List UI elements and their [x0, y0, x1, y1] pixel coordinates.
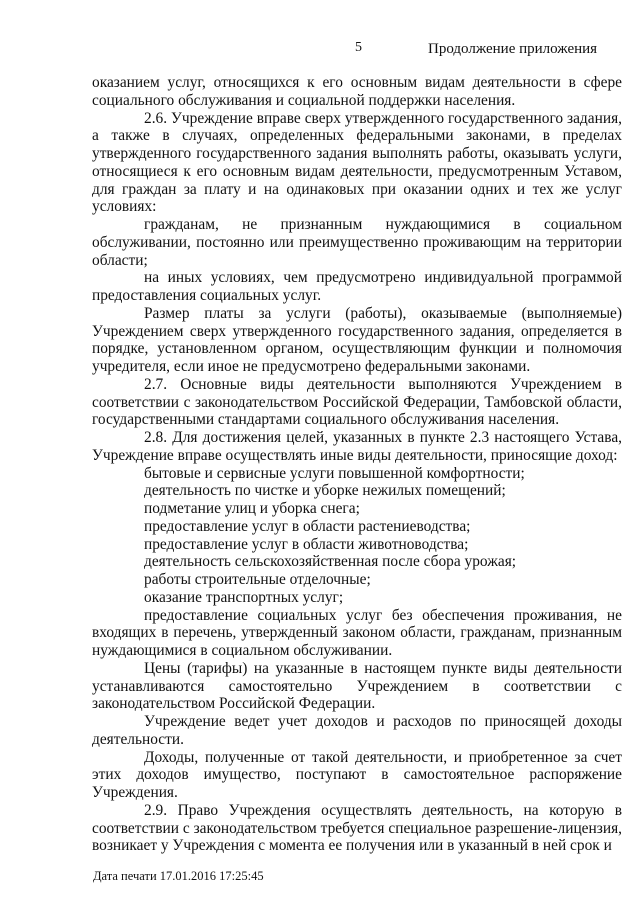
paragraph: на иных условиях, чем предусмотрено индивидуальной программой предоставления социальных услуг.	[92, 269, 622, 304]
list-item: подметание улиц и уборка снега;	[144, 500, 360, 517]
paragraph: Учреждение ведет учет доходов и расходов по приносящей доходы деятельности.	[92, 713, 622, 748]
paragraph: Цены (тарифы) на указанные в настоящем пункте виды деятельности устанавливаются самостоятельно Учреждением в соответствии с законодательством Российской Федерации.	[92, 659, 622, 713]
list-item: бытовые и сервисные услуги повышенной комфортности;	[144, 464, 525, 482]
paragraph: Размер платы за услуги (работы), оказываемые (выполняемые) Учреждением сверх утвержденного государственного задания, определяется в порядке, установленном органом, осуществляющим функции и полномочия учредителя, если иное не предусмотрено федеральными законами.	[92, 304, 622, 375]
paragraph-2-6: 2.6. Учреждение вправе сверх утвержденного государственного задания, а также в случаях, определенных федеральными законами, в пределах утвержденного государственного задания выполнять работы, оказывать услуги, относящиеся к его основным видам деятельности, предусмотренным Уставом, для граждан за плату и на одинаковых при оказании одних и тех же услуг условиях:	[92, 109, 622, 216]
header-note: Продолжение приложения	[428, 41, 598, 57]
list-item: предоставление социальных услуг без обеспечения проживания, не входящих в перечень, утвержденный законом области, гражданам, признанным нуждающимися в социальном обслуживании.	[92, 606, 622, 659]
list-item: предоставление услуг в области растениеводства;	[144, 517, 471, 535]
list-item: работы строительные отделочные;	[144, 571, 371, 588]
paragraph-2-8: 2.8. Для достижения целей, указанных в пункте 2.3 настоящего Устава, Учреждение вправе осуществлять иные виды деятельности, приносящие доход:	[92, 429, 622, 464]
list-item: предоставление услуг в области животноводства;	[144, 535, 469, 553]
paragraph-2-7: 2.7. Основные виды деятельности выполняются Учреждением в соответствии с законодательством Российской Федерации, Тамбовской области, государственными стандартами социального обслуживания населения.	[92, 375, 622, 429]
paragraph: Доходы, полученные от такой деятельности, и приобретенное за счет этих доходов имущество, поступают в самостоятельное распоряжение Учреждения.	[92, 748, 622, 801]
paragraph: гражданам, не признанным нуждающимися в социальном обслуживании, постоянно или преимущественно проживающим на территории области;	[92, 216, 622, 269]
list-item: деятельность сельскохозяйственная после сбора урожая;	[144, 553, 517, 571]
list-item: оказание транспортных услуг;	[144, 588, 344, 606]
list-item: деятельность по чистке и уборке нежилых помещений;	[144, 482, 506, 500]
print-date-footer: Дата печати 17.01.2016 17:25:45	[93, 869, 264, 883]
page-number: 5	[355, 40, 362, 55]
document-body	[92, 74, 622, 855]
paragraph-2-9: 2.9. Право Учреждения осуществлять деятельность, на которую в соответствии с законодательством требуется специальное разрешение-лицензия, возникает у Учреждения с момента ее получения или в указанный в ней срок и	[92, 801, 622, 855]
paragraph: оказанием услуг, относящихся к его основным видам деятельности в сфере социального обслуживания и социальной поддержки населения.	[92, 74, 622, 109]
